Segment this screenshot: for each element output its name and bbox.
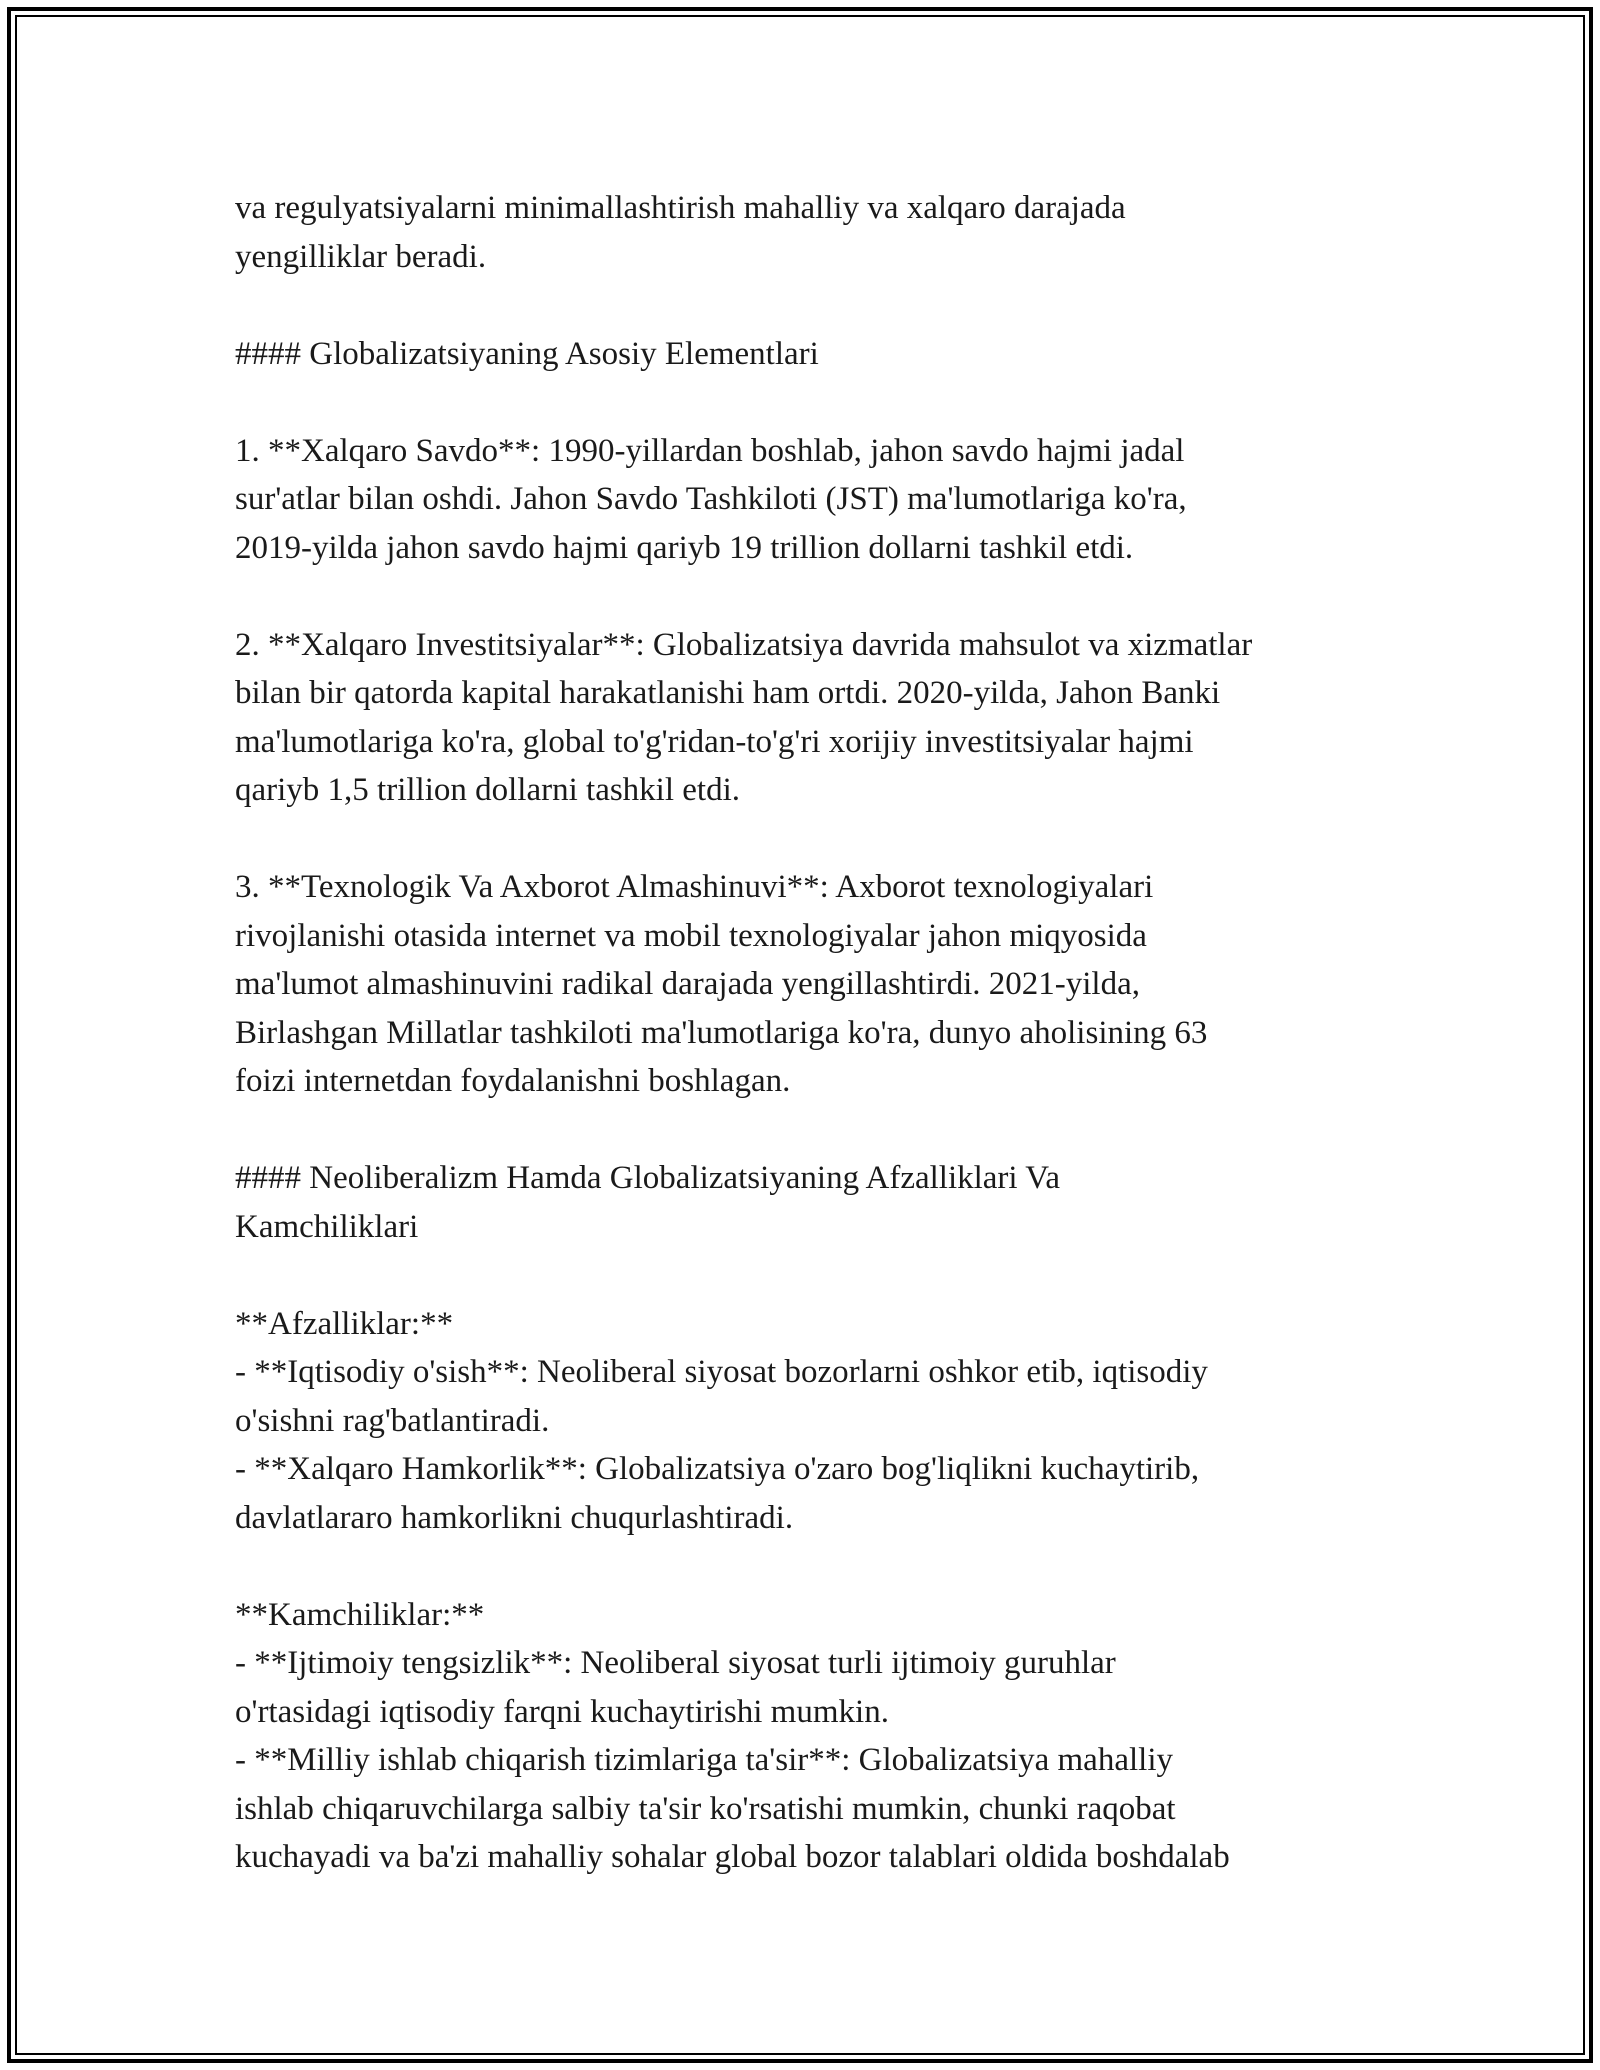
list-item: - **Iqtisodiy o'sish**: Neoliberal siyosat bozorlarni oshkor etib, iqtisodiy — [235, 1354, 1208, 1390]
text-line: 2019-yilda jahon savdo hajmi qariyb 19 trillion dollarni tashkil etdi. — [235, 529, 1134, 566]
text-line: **Kamchiliklar:** — [235, 1596, 485, 1633]
blank-line — [235, 378, 1375, 427]
text-line: qariyb 1,5 trillion dollarni tashkil etdi. — [235, 772, 741, 808]
text-line: va regulyatsiyalarni minimallashtirish mahalliy va xalqaro darajada — [235, 190, 1126, 226]
text-line: o'sishni rag'batlantiradi. — [235, 1402, 550, 1439]
text-line: Birlashgan Millatlar tashkiloti ma'lumotlariga ko'ra, dunyo aholisining 63 — [235, 1014, 1208, 1051]
text-line: foizi internetdan foydalanishni boshlagan. — [235, 1063, 791, 1099]
blank-line — [235, 1542, 1375, 1591]
text-line: ishlab chiqaruvchilarga salbiy ta'sir ko'rsatishi mumkin, chunki raqobat — [235, 1790, 1176, 1827]
document-body — [235, 184, 1375, 1882]
text-line: bilan bir qatorda kapital harakatlanishi ham ortdi. 2020-yilda, Jahon Banki — [235, 675, 1221, 711]
text-line: o'rtasidagi iqtisodiy farqni kuchaytirishi mumkin. — [235, 1693, 889, 1730]
section-heading: Kamchiliklari — [235, 1208, 419, 1245]
list-item: - **Xalqaro Hamkorlik**: Globalizatsiya o'zaro bog'liqlikni kuchaytirib, — [235, 1451, 1200, 1487]
text-line: sur'atlar bilan oshdi. Jahon Savdo Tashkiloti (JST) ma'lumotlariga ko'ra, — [235, 481, 1187, 517]
text-line: **Afzalliklar:** — [235, 1305, 454, 1342]
list-item: - **Milliy ishlab chiqarish tizimlariga ta'sir**: Globalizatsiya mahalliy — [235, 1742, 1173, 1778]
list-item: - **Ijtimoiy tengsizlik**: Neoliberal siyosat turli ijtimoiy guruhlar — [235, 1645, 1116, 1681]
blank-line — [235, 572, 1375, 621]
blank-line — [235, 1106, 1375, 1155]
blank-line — [235, 1251, 1375, 1300]
text-line: kuchayadi va ba'zi mahalliy sohalar global bozor talablari oldida boshdalab — [235, 1839, 1230, 1875]
text-line: 3. **Texnologik Va Axborot Almashinuvi**: Axborot texnologiyalari — [235, 869, 1154, 905]
section-heading: #### Neoliberalizm Hamda Globalizatsiyaning Afzalliklari Va — [235, 1160, 1061, 1196]
text-line: 2. **Xalqaro Investitsiyalar**: Globalizatsiya davrida mahsulot va xizmatlar — [235, 626, 1253, 663]
blank-line — [235, 815, 1375, 864]
text-line: rivojlanishi otasida internet va mobil texnologiyalar jahon miqyosida — [235, 917, 1147, 954]
blank-line — [235, 281, 1375, 330]
text-line: davlatlararo hamkorlikni chuqurlashtiradi. — [235, 1499, 794, 1536]
text-line: ma'lumot almashinuvini radikal darajada yengillashtirdi. 2021-yilda, — [235, 966, 1140, 1002]
text-line: ma'lumotlariga ko'ra, global to'g'ridan-to'g'ri xorijiy investitsiyalar hajmi — [235, 723, 1194, 760]
section-heading: #### Globalizatsiyaning Asosiy Elementlari — [235, 335, 819, 372]
text-line: 1. **Xalqaro Savdo**: 1990-yillardan boshlab, jahon savdo hajmi jadal — [235, 432, 1185, 469]
text-line: yengilliklar beradi. — [235, 238, 487, 275]
